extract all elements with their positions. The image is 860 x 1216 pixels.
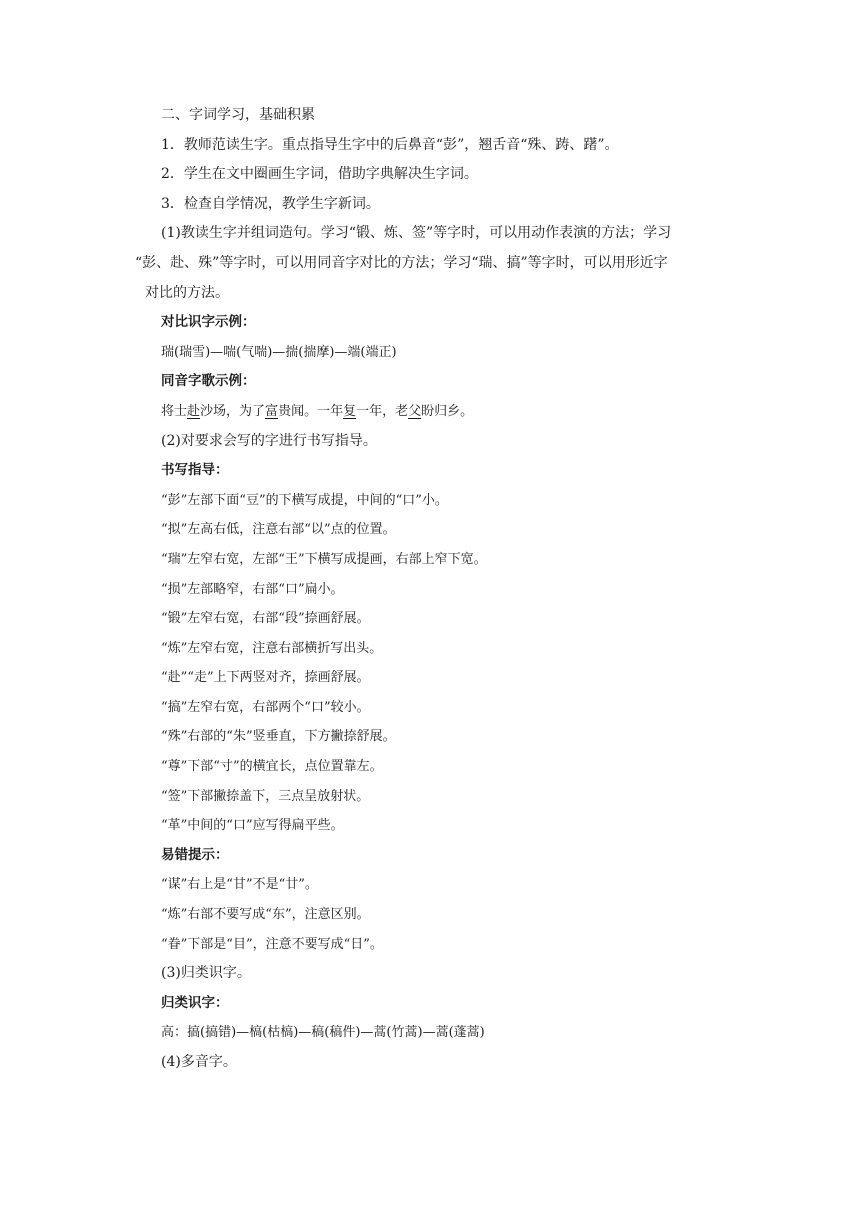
- step-1: 1．教师范读生字。重点指导生字中的后鼻音“彭”，翘舌音“殊、踌、躇”。: [161, 136, 619, 153]
- song-underlined-2: 富: [265, 403, 279, 419]
- paragraph-2: (2)对要求会写的字进行书写指导。: [161, 432, 377, 449]
- writing-tip: “瑞”左窄右宽，左部“王”下横写成提画，右部上窄下宽。: [161, 551, 487, 567]
- writing-tip: “彭”左部下面“豆”的下横写成提，中间的“口”小。: [161, 492, 448, 508]
- writing-tip: “尊”下部“寸”的横宜长，点位置靠左。: [161, 759, 383, 775]
- homophone-song: [145, 397, 745, 427]
- paragraph-1-line-3: 对比的方法。: [145, 284, 229, 301]
- writing-tip: “革”中间的“口”应写得扁平些。: [161, 818, 344, 834]
- mistake-tip: “眷”下部是“目”，注意不要写成“日”。: [161, 936, 383, 952]
- song-underlined-1: 赴: [187, 403, 201, 419]
- paragraph-4: (4)多音字。: [161, 1054, 237, 1070]
- compare-heading: 对比识字示例：: [161, 314, 256, 331]
- song-part-c: 贵闻。一年: [278, 403, 344, 419]
- document-page: [135, 101, 745, 1078]
- classify-example: 高：搞(搞错)—槁(枯槁)—稿(稿件)—蒿(竹蒿)—蒿(蓬蒿): [161, 1025, 485, 1041]
- writing-heading: 书写指导：: [161, 462, 229, 479]
- writing-tip: “殊”右部的“朱”竖垂直，下方撇捺舒展。: [161, 729, 396, 745]
- writing-tip: “拟”左高右低，注意右部“以”点的位置。: [161, 522, 396, 538]
- mistake-tip: “谋”右上是“甘”不是“廿”。: [161, 877, 318, 893]
- song-part-e: 盼归乡。: [421, 403, 474, 419]
- song-part-d: 一年，老: [356, 403, 409, 419]
- song-underlined-3: 复: [343, 403, 357, 419]
- writing-tip: “搞”左窄右宽，右部两个“口”较小。: [161, 699, 370, 715]
- compare-example: 瑞(瑞雪)—喘(气喘)—揣(揣摩)—端(端正): [161, 344, 397, 360]
- writing-tip: “赴”“走”上下两竖对齐，捺画舒展。: [161, 670, 370, 686]
- paragraph-1-line-1: (1)教读生字并组词造句。学习“锻、炼、签”等字时，可以用动作表演的方法；学习: [161, 225, 672, 242]
- paragraph-1-line-2: “彭、赴、殊”等字时，可以用同音字对比的方法；学习“瑞、搞”等字时，可以用形近字: [135, 254, 668, 271]
- mistake-heading: 易错提示：: [161, 846, 229, 863]
- homophone-heading: 同音字歌示例：: [161, 373, 256, 390]
- step-2: 2．学生在文中圈画生字词，借助字典解决生字词。: [161, 166, 478, 183]
- mistake-tip: “炼”右部不要写成“东”，注意区别。: [161, 907, 370, 923]
- writing-tip: “签”下部撇捺盖下，三点呈放射状。: [161, 788, 370, 804]
- writing-tip: “损”左部略窄，右部“口”扁小。: [161, 581, 344, 597]
- writing-tip: “锻”左窄右宽，右部“段”捺画舒展。: [161, 611, 370, 627]
- classify-heading: 归类识字：: [161, 994, 229, 1011]
- song-part-b: 沙场，为了: [200, 403, 266, 419]
- step-3: 3．检查自学情况，教学生字新词。: [161, 195, 380, 212]
- writing-tip: “炼”左窄右宽，注意右部横折写出头。: [161, 640, 383, 656]
- paragraph-3: (3)归类识字。: [161, 965, 251, 982]
- song-part-a: 将士: [161, 403, 188, 419]
- section-title: 二、字词学习，基础积累: [161, 107, 315, 123]
- song-underlined-4: 父: [408, 403, 422, 419]
